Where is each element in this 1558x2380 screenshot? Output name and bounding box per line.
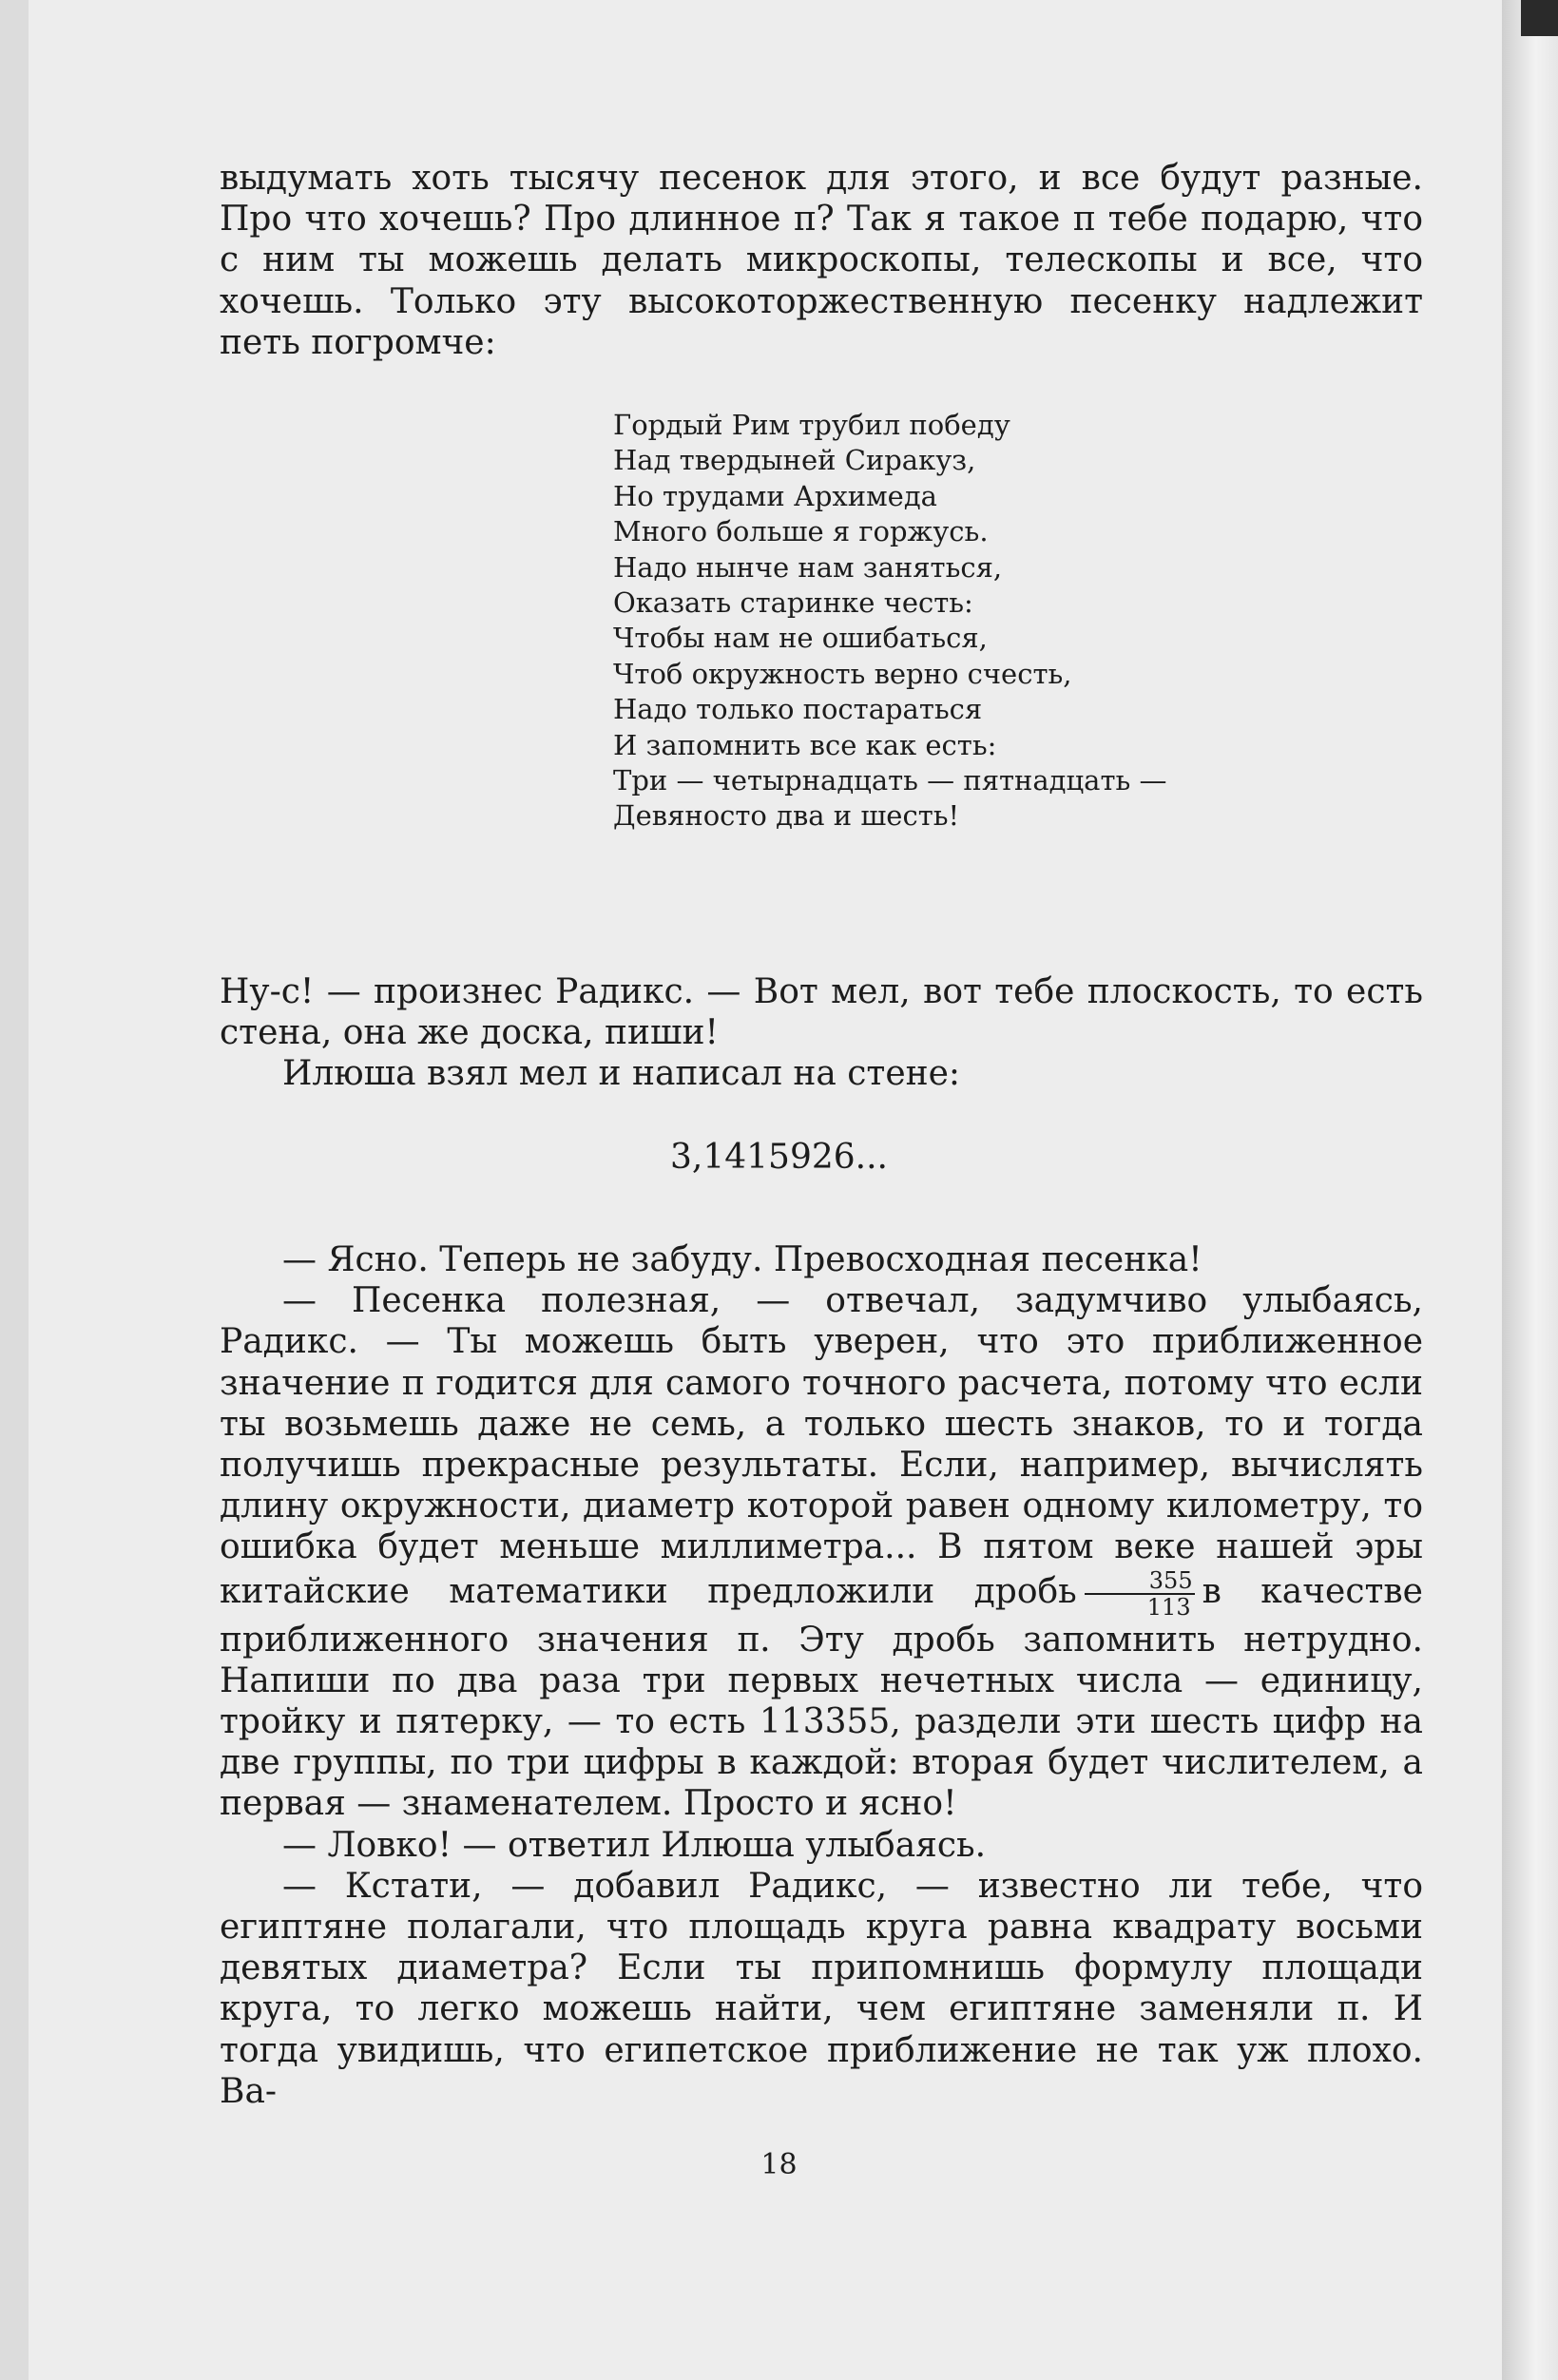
paragraph-clear: — Ясно. Теперь не забуду. Превосходная песенка! xyxy=(282,1240,1202,1279)
after-poem-block xyxy=(220,971,1423,1095)
poem-line: Чтоб окружность верно счесть, xyxy=(613,657,1072,690)
poem-line: Оказать старинке честь: xyxy=(613,586,973,620)
paragraph-egyptians: — Кстати, — добавил Радикс, — известно ли тебе, что египтяне полагали, что площадь круга равна квадрату восьми девятых диаметра? Если ты припомнишь формулу площади круга, то легко можешь найти, чем египтяне заменяли π. И тогда увидишь, что египетское приближение не так уж плохо. Ва- xyxy=(220,1866,1423,2111)
radix-speech: Ну-с! — произнес Радикс. — Вот мел, вот тебе плоскость, то есть стена, она же доска, пиши! xyxy=(220,972,1423,1053)
poem-line: Чтобы нам не ошибаться, xyxy=(613,622,988,655)
fraction-355-113 xyxy=(1085,1568,1195,1620)
fraction-denominator: 113 xyxy=(1146,1593,1191,1621)
paragraph-text-before-fraction: — Песенка полезная, — отвечал, задумчиво улыбаясь, Радикс. — Ты можешь быть уверен, что это приближенное значение π годится для самого точного расчета, потому что если ты возьмешь даже не семь, а только шесть знаков, то и тогда получишь прекрасные результаты. Если, например, вычислять длину окружности, диаметр которой равен одному километру, то ошибка будет меньше миллиметра... В пятом веке нашей эры китайские математики предложили дробь xyxy=(220,1281,1423,1611)
paragraph-clever: — Ловко! — ответил Илюша улыбаясь. xyxy=(282,1825,987,1865)
main-text-block xyxy=(220,1239,1423,2112)
poem-line: И запомнить все как есть: xyxy=(613,728,997,761)
paragraph-song-useful xyxy=(220,1280,1423,1824)
page-edge xyxy=(1502,0,1558,2380)
poem-line: Девяносто два и шесть! xyxy=(613,799,960,833)
intro-block xyxy=(220,158,1423,363)
poem-line: Над твердыней Сиракуз, xyxy=(613,444,976,477)
scan-corner-shadow xyxy=(1521,0,1558,36)
poem-line: Много больше я горжусь. xyxy=(613,515,989,548)
page-number: 18 xyxy=(760,2148,798,2181)
poem-line: Три — четырнадцать — пятнадцать — xyxy=(613,764,1167,797)
ilyusha-writes: Илюша взял мел и написал на стене: xyxy=(282,1054,961,1094)
poem-line: Надо нынче нам заняться, xyxy=(613,550,1003,584)
poem-line: Гордый Рим трубил победу xyxy=(613,409,1010,441)
intro-paragraph: выдумать хоть тысячу песенок для этого, и все будут разные. Про что хочешь? Про длинное π? Так я такое π тебе подарю, что с ним ты можешь делать микроскопы, телескопы и все, что хочешь. Только эту высокоторжественную песенку надлежит петь погромче: xyxy=(220,159,1423,362)
poem xyxy=(613,408,1167,835)
paragraph-text-after-fraction: в качестве приближенного значения π. Эту дробь запомнить нетрудно. Напиши по два раза три первых нечетных числа — единицу, тройку и пятерку, — то есть 113355, раздели эти шесть цифр на две группы, по три цифры в каждой: вторая будет числителем, а первая — знаменателем. Просто и ясно! xyxy=(220,1571,1423,1824)
poem-line: Но трудами Архимеда xyxy=(613,479,937,512)
pi-formula: 3,1415926... xyxy=(669,1138,888,1177)
fraction-numerator: 355 xyxy=(1085,1568,1195,1595)
poem-line: Надо только постараться xyxy=(613,693,983,726)
